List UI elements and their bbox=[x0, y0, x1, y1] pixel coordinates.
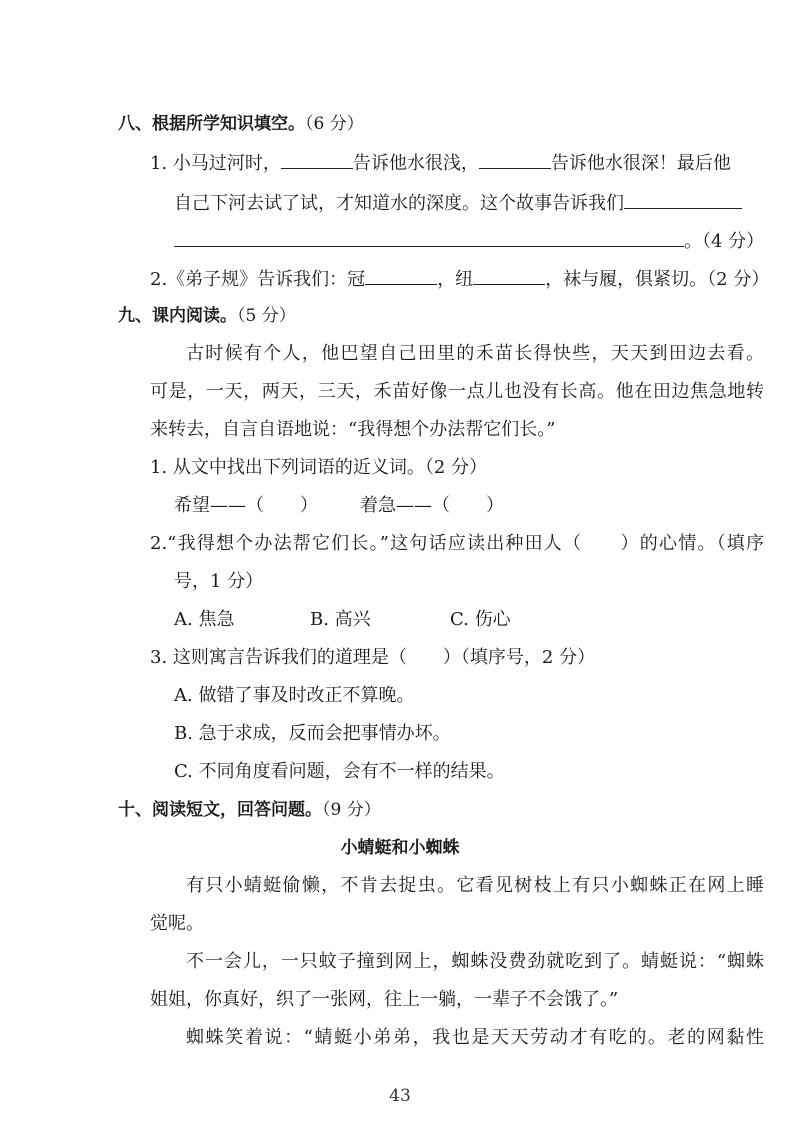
s8-q1-text-b: 告诉他水很浅， bbox=[352, 153, 479, 174]
s8-q1-text-a: 1. 小马过河时， bbox=[150, 153, 281, 174]
s10-para-line-3: 不一会儿，一只蚊子撞到网上，蜘蛛没费劲就吃到了。蜻蜓说：“蜘蛛 bbox=[186, 951, 764, 972]
s9-q3: 3. 这则寓言告诉我们的道理是（ ）（填序号，2 分） bbox=[150, 647, 596, 668]
section-9-heading bbox=[118, 304, 296, 328]
section-10-heading bbox=[118, 798, 381, 822]
s8-q1-text-d: 自己下河去试了试，才知道水的深度。这个故事告诉我们 bbox=[174, 193, 624, 214]
s8-q2-text-b: ，纽 bbox=[437, 269, 474, 290]
section-9-points: （5 分） bbox=[237, 306, 296, 326]
s9-passage-line-2: 可是，一天，两天，三天，禾苗好像一点儿也没有长高。他在田边焦急地转 bbox=[150, 381, 764, 402]
section-8-title: 八、根据所学知识填空。 bbox=[118, 114, 305, 134]
s9-q2-option-a: A. 焦急 bbox=[174, 609, 235, 630]
section-10-points: （9 分） bbox=[322, 800, 381, 820]
s9-q1-pair-2: 着急——（ ） bbox=[360, 495, 504, 516]
s8-q2-text-a: 2.《弟子规》告诉我们：冠 bbox=[150, 269, 366, 290]
section-8-points: （6 分） bbox=[305, 114, 364, 134]
s8-q1-line1 bbox=[150, 150, 731, 176]
s8-q1-line3 bbox=[174, 228, 764, 254]
s9-q2-option-b: B. 高兴 bbox=[310, 609, 371, 630]
s8-q2-line bbox=[150, 266, 769, 292]
s8-q1-blank-4[interactable] bbox=[174, 228, 684, 247]
passage-title: 小蜻蜓和小蜘蛛 bbox=[340, 838, 460, 858]
s8-q1-blank-3[interactable] bbox=[624, 190, 742, 209]
s9-q2-line-1: 2.“我得想个办法帮它们长。”这句话应读出种田人（ ）的心情。（填序 bbox=[150, 533, 764, 554]
s8-q1-text-c: 告诉他水很深！最后他 bbox=[550, 153, 731, 174]
s10-para-line-2: 觉呢。 bbox=[150, 913, 204, 934]
s9-q3-option-a: A. 做错了事及时改正不算晚。 bbox=[174, 685, 415, 706]
s9-q1-pair-1: 希望——（ ） bbox=[174, 495, 318, 516]
s9-passage-line-3: 来转去，自言自语地说：“我得想个办法帮它们长。” bbox=[150, 419, 556, 440]
page-number: 43 bbox=[389, 1086, 411, 1106]
section-9-title: 九、课内阅读。 bbox=[118, 306, 237, 326]
s8-q1-points: 。（4 分） bbox=[684, 231, 765, 252]
s9-q3-option-b: B. 急于求成，反而会把事情办坏。 bbox=[174, 723, 451, 744]
s8-q2-blank-2[interactable] bbox=[473, 266, 545, 285]
s8-q1-line2 bbox=[174, 190, 742, 216]
s10-para-line-1: 有只小蜻蜓偷懒，不肯去捉虫。它看见树枝上有只小蜘蛛正在网上睡 bbox=[186, 875, 764, 896]
s9-q2-line-2: 号，1 分） bbox=[174, 571, 264, 592]
s8-q2-blank-1[interactable] bbox=[365, 266, 437, 285]
s9-passage-line-1: 古时候有个人，他巴望自己田里的禾苗长得快些，天天到田边去看。 bbox=[186, 343, 764, 364]
s10-para-line-5: 蜘蛛笑着说：“蜻蜓小弟弟，我也是天天劳动才有吃的。老的网黏性 bbox=[186, 1027, 764, 1048]
s8-q2-text-c: ，袜与履，俱紧切。（2 分） bbox=[545, 269, 770, 290]
s9-q3-option-c: C. 不同角度看问题，会有不一样的结果。 bbox=[174, 761, 505, 782]
s9-q1: 1. 从文中找出下列词语的近义词。（2 分） bbox=[150, 457, 488, 478]
s8-q1-blank-1[interactable] bbox=[281, 150, 353, 169]
s9-q2-option-c: C. 伤心 bbox=[450, 609, 511, 630]
s10-para-line-4: 姐姐，你真好，织了一张网，往上一躺，一辈子不会饿了。” bbox=[150, 989, 619, 1010]
s8-q1-blank-2[interactable] bbox=[479, 150, 551, 169]
section-10-title: 十、阅读短文，回答问题。 bbox=[118, 800, 322, 820]
section-8-heading bbox=[118, 112, 364, 136]
